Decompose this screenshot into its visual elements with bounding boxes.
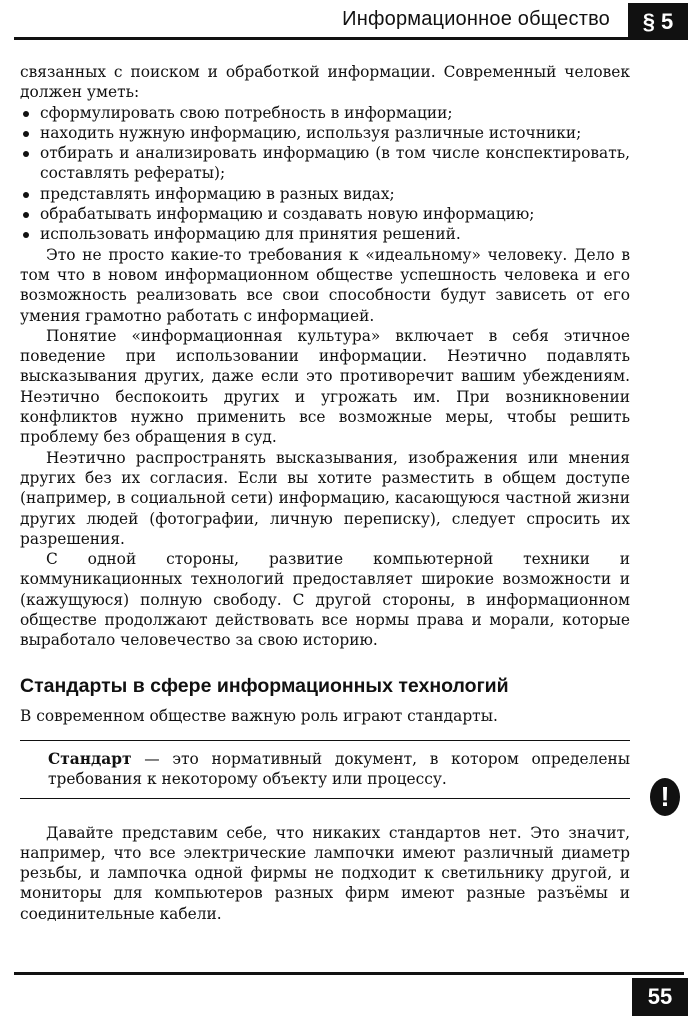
exclamation-icon: ! xyxy=(650,778,680,816)
list-item: представлять информацию в разных видах; xyxy=(20,184,630,204)
header-divider xyxy=(14,37,684,40)
body-paragraph: Это не просто какие-то требования к «идеальному» человеку. Дело в том что в новом информационном обществе успешность человека и его возможность реализовать все свои способности будут зависеть от его умения грамотно работать с информацией. xyxy=(20,245,630,325)
definition-text: — это нормативный документ, в котором определены требования к некоторому объекту или процессу. xyxy=(48,749,630,789)
body-paragraph: Понятие «информационная культура» включает в себя этичное поведение при использовании информации. Неэтично подавлять высказывания других, даже если это противоречит вашим убеждениям. Неэтично беспокоить других и угрожать им. При возникновении конфликтов нужно применить все возможные меры, чтобы решить проблему без обращения в суд. xyxy=(20,326,630,447)
list-item: использовать информацию для принятия решений. xyxy=(20,224,630,244)
list-item: отбирать и анализировать информацию (в том числе конспектировать, составлять рефераты); xyxy=(20,143,630,184)
page-number: 55 xyxy=(632,978,688,1016)
skills-list xyxy=(20,103,630,245)
running-header-title: Информационное общество xyxy=(342,8,610,30)
page-body xyxy=(20,62,630,924)
standards-intro: В современном обществе важную роль играют стандарты. xyxy=(20,706,498,725)
closing-paragraph: Давайте представим себе, что никаких стандартов нет. Это значит, например, что все электрические лампочки имеют различный диаметр резьбы, и лампочка одной фирмы не подходит к светильнику другой, и мониторы для компьютеров разных фирм имеют разные разъёмы и соединительные кабели. xyxy=(20,823,630,923)
section-heading: Стандарты в сфере информационных технологий xyxy=(20,674,509,697)
list-item: сформулировать свою потребность в информации; xyxy=(20,103,630,123)
section-badge: § 5 xyxy=(628,3,688,40)
list-item: находить нужную информацию, используя различные источники; xyxy=(20,123,630,143)
definition-box xyxy=(20,740,630,799)
definition-term: Стандарт xyxy=(48,749,132,768)
intro-paragraph: связанных с поиском и обработкой информации. Современный человек должен уметь: xyxy=(20,63,630,102)
body-paragraph: Неэтично распространять высказывания, изображения или мнения других без их согласия. Если вы хотите разместить в общем доступе (например, в социальной сети) информацию, касающуюся частной жизни других людей (фотографии, личную переписку), следует спросить их разрешения. xyxy=(20,448,630,548)
list-item: обрабатывать информацию и создавать новую информацию; xyxy=(20,204,630,224)
footer-divider xyxy=(14,972,684,975)
body-paragraph: С одной стороны, развитие компьютерной техники и коммуникационных технологий предоставляет широкие возможности и (кажущуюся) полную свободу. С другой стороны, в информационном обществе продолжают действовать все нормы права и морали, которые выработало человечество за свою историю. xyxy=(20,550,630,650)
